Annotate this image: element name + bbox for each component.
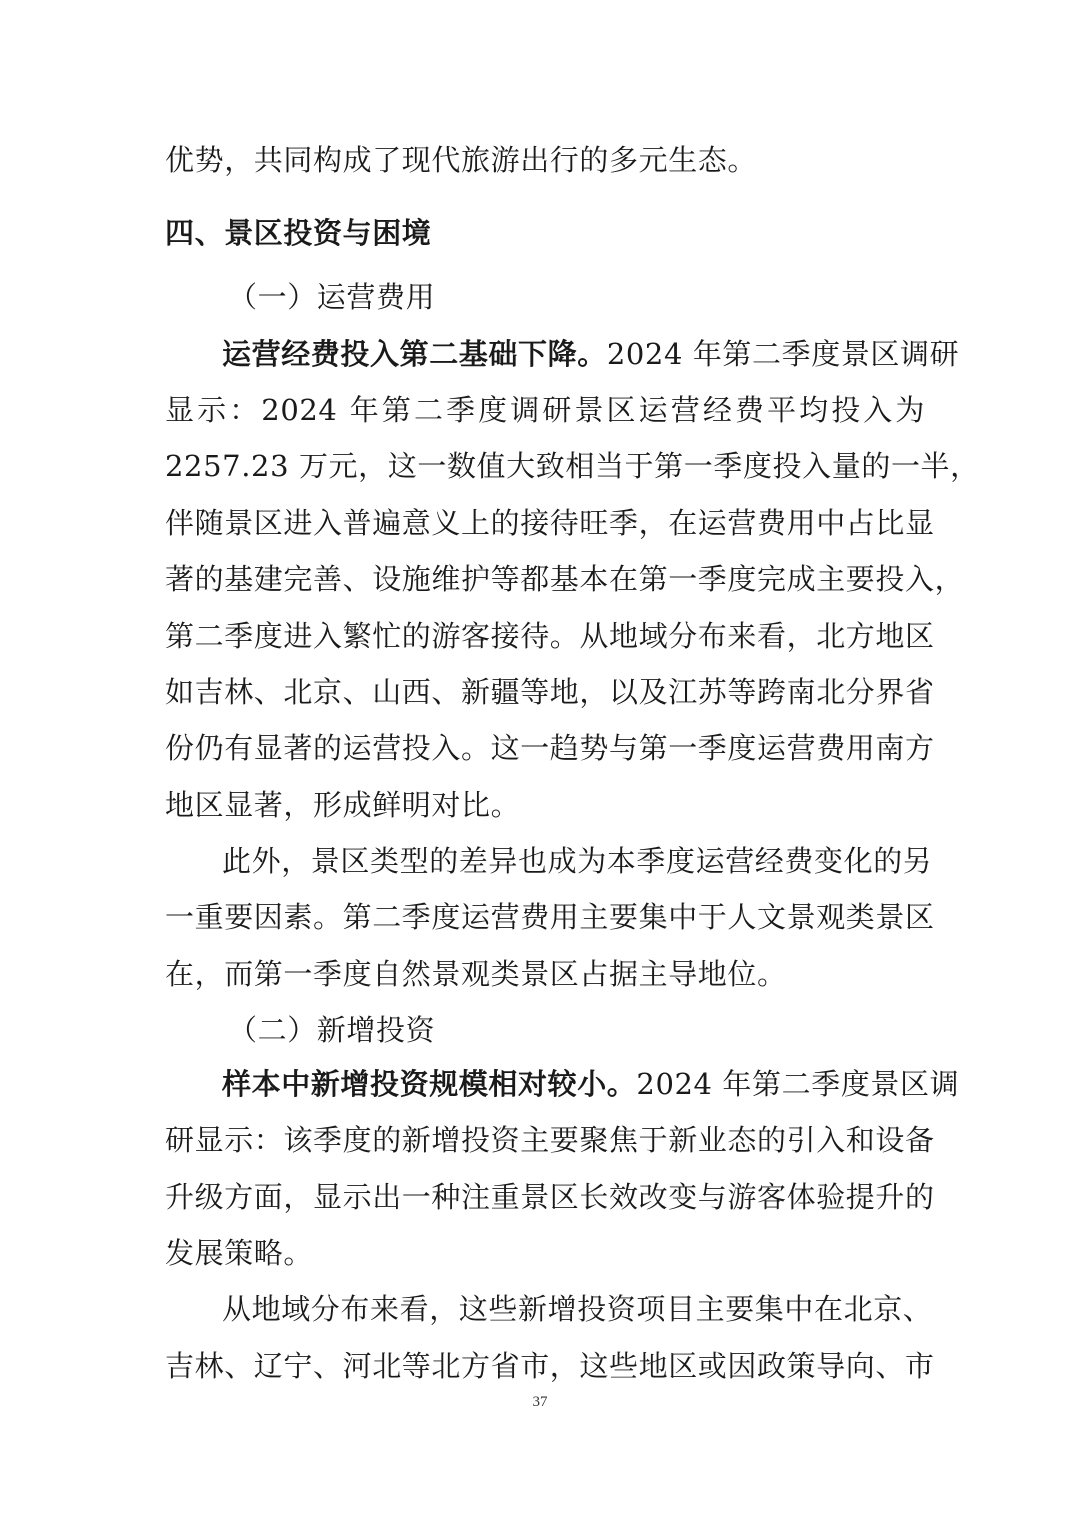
text-line: 显示：2024 年第二季度调研景区运营经费平均投入为	[165, 393, 925, 427]
page-number: 37	[532, 1394, 548, 1410]
paragraph-lead-bold: 样本中新增投资规模相对较小。	[222, 1067, 637, 1101]
text-line: 2257.23 万元，这一数值大致相当于第一季度投入量的一半，	[165, 449, 980, 483]
text-line: 升级方面，显示出一种注重景区长效改变与游客体验提升的	[165, 1180, 935, 1214]
text-line: 伴随景区进入普遍意义上的接待旺季，在运营费用中占比显	[165, 506, 935, 540]
section-heading: 四、景区投资与困境	[165, 216, 432, 250]
text-line: 研显示：该季度的新增投资主要聚焦于新业态的引入和设备	[165, 1123, 935, 1157]
text-line: 如吉林、北京、山西、新疆等地，以及江苏等跨南北分界省	[165, 675, 935, 709]
text-run: 2024 年第二季度景区调研	[606, 337, 960, 371]
paragraph-lead-bold: 运营经费投入第二基础下降。	[222, 337, 607, 371]
text-run: 2024 年第二季度景区调	[636, 1067, 960, 1101]
text-line: 在，而第一季度自然景观类景区占据主导地位。	[165, 957, 787, 991]
text-line: 此外，景区类型的差异也成为本季度运营经费变化的另	[222, 844, 933, 878]
text-line: 优势，共同构成了现代旅游出行的多元生态。	[165, 143, 758, 177]
text-line: 一重要因素。第二季度运营费用主要集中于人文景观类景区	[165, 900, 935, 934]
paragraph-first-line	[222, 337, 960, 371]
text-line: 从地域分布来看，这些新增投资项目主要集中在北京、	[222, 1292, 933, 1326]
text-line: 份仍有显著的运营投入。这一趋势与第一季度运营费用南方	[165, 731, 935, 765]
text-line: 发展策略。	[165, 1236, 314, 1270]
subsection-heading: （二）新增投资	[228, 1013, 436, 1047]
subsection-heading: （一）运营费用	[228, 280, 436, 314]
text-line: 第二季度进入繁忙的游客接待。从地域分布来看，北方地区	[165, 619, 935, 653]
text-line: 著的基建完善、设施维护等都基本在第一季度完成主要投入，	[165, 562, 965, 596]
text-line: 地区显著，形成鲜明对比。	[165, 788, 521, 822]
text-line: 吉林、辽宁、河北等北方省市，这些地区或因政策导向、市	[165, 1349, 935, 1383]
paragraph-first-line	[222, 1067, 960, 1101]
